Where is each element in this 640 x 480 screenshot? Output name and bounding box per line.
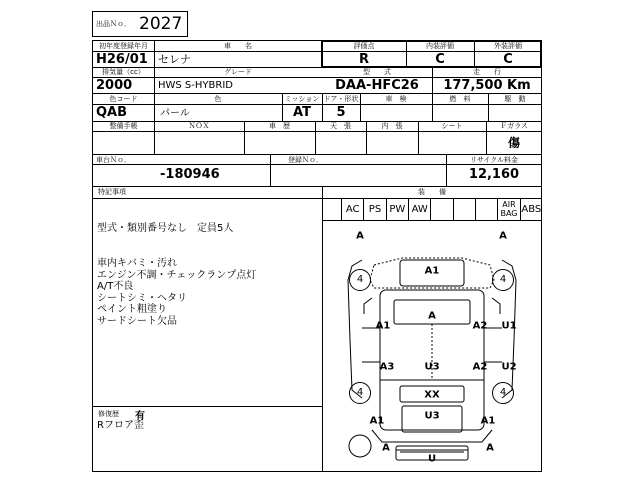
car-damage-diagram bbox=[322, 220, 542, 472]
year-value: H26/01 bbox=[96, 52, 148, 67]
vehicle-check-label: 車 検 bbox=[385, 95, 407, 103]
equipment-cell: AIR BAG bbox=[497, 198, 519, 220]
exterior-value: C bbox=[503, 52, 513, 67]
equipment-cell: ABS bbox=[520, 198, 542, 220]
color-label: 色 bbox=[214, 95, 222, 103]
special-note-2: エンジン不調・チェックランプ点灯 bbox=[97, 269, 257, 281]
repair-value: 有 bbox=[135, 411, 145, 422]
equipment-cell bbox=[475, 198, 497, 220]
displacement-value: 2000 bbox=[96, 78, 133, 93]
lot-number: 2027 bbox=[139, 14, 183, 34]
chassis-value: -180946 bbox=[160, 167, 220, 182]
mark-front-right-a: A bbox=[499, 230, 507, 242]
mark-rear-bottom-left: A bbox=[382, 442, 390, 454]
mark-right-door-rear: A2 bbox=[472, 361, 488, 373]
equipment-title: 装 備 bbox=[418, 188, 446, 196]
glass-value: 傷 bbox=[507, 136, 520, 150]
mark-right-u-front: U1 bbox=[501, 320, 517, 332]
manual-label: 整備手帳 bbox=[109, 122, 138, 130]
lot-label: 出品Ｎｏ． bbox=[96, 20, 131, 28]
model-label: 型 式 bbox=[363, 68, 391, 76]
sunroof-label: 天 張 bbox=[330, 122, 351, 130]
mark-front-left-a: A bbox=[356, 230, 364, 242]
equipment-row bbox=[341, 198, 542, 220]
grade-label: グレード bbox=[224, 68, 252, 76]
mark-bottom-center: U bbox=[427, 453, 437, 465]
mark-rear-bottom-right: A bbox=[486, 442, 494, 454]
transmission-value: AT bbox=[293, 105, 311, 120]
score-value: R bbox=[358, 52, 369, 67]
specials-title: 特記事項 bbox=[98, 188, 126, 196]
fuel-label: 燃 料 bbox=[449, 95, 471, 103]
mark-left-door-rear: A3 bbox=[379, 361, 395, 373]
transmission-label: ミッション bbox=[284, 95, 320, 103]
mark-right-door-front: A2 bbox=[472, 320, 488, 332]
drive-label: 駆 動 bbox=[504, 95, 526, 103]
chassis-label: 車台Ｎｏ． bbox=[96, 156, 131, 164]
equipment-cell: AW bbox=[408, 198, 430, 220]
recycle-value: 12,160 bbox=[468, 167, 520, 182]
mark-rear-right: A1 bbox=[480, 415, 496, 427]
car-name-label: 車 名 bbox=[224, 42, 252, 50]
color-value: パール bbox=[160, 108, 190, 119]
color-code-value: QAB bbox=[96, 105, 128, 120]
mark-left-door-front: A1 bbox=[375, 320, 391, 332]
mark-right-u-rear: U2 bbox=[501, 361, 517, 373]
special-note-4: シートシミ・ヘタリ bbox=[97, 292, 187, 304]
special-note-5: ペイント粗塗り bbox=[97, 304, 167, 315]
wheel-rear-left: 4 bbox=[349, 382, 371, 404]
mileage-label: 走 行 bbox=[473, 68, 501, 76]
interior-trim-label: 内 張 bbox=[381, 122, 403, 130]
mark-roof: A1 bbox=[424, 265, 440, 277]
recycle-label: リサイクル料金 bbox=[469, 156, 519, 164]
special-note-1: 車内キバミ・汚れ bbox=[97, 258, 177, 269]
score-label: 評価点 bbox=[353, 42, 375, 50]
history-label: 車 歴 bbox=[269, 122, 290, 130]
mileage-value: 177,500 Km bbox=[443, 78, 531, 93]
year-label: 初年度登録年月 bbox=[99, 42, 148, 50]
wheel-front-right: 4 bbox=[492, 269, 514, 291]
nox-label: ＮＯＸ bbox=[188, 122, 210, 130]
car-name-value: セレナ bbox=[158, 53, 191, 66]
glass-label: Ｆガラス bbox=[500, 122, 528, 130]
mark-rear-center: U3 bbox=[424, 410, 440, 422]
model-value: DAA-HFC26 bbox=[335, 78, 419, 93]
doors-value: 5 bbox=[336, 105, 346, 120]
color-code-label: 色コード bbox=[109, 95, 138, 103]
wheel-rear-right: 4 bbox=[492, 382, 514, 404]
reg-label: 登録Ｎｏ． bbox=[288, 156, 323, 164]
doors-label: ドア・形状 bbox=[323, 95, 359, 103]
lot-number-box bbox=[92, 11, 188, 37]
specials-line1: 型式・類別番号なし 定員5人 bbox=[97, 223, 234, 234]
equipment-cell: PS bbox=[363, 198, 385, 220]
mark-hood: A bbox=[428, 310, 436, 322]
equipment-cell bbox=[430, 198, 452, 220]
sheet-label: シート bbox=[441, 122, 463, 130]
special-note-6: サードシート欠品 bbox=[97, 315, 177, 327]
equipment-cell: AC bbox=[341, 198, 363, 220]
special-note-3: A/T不良 bbox=[97, 281, 134, 292]
mark-rear-left: A1 bbox=[369, 415, 385, 427]
wheel-front-left: 4 bbox=[349, 269, 371, 291]
exterior-label: 外装評価 bbox=[494, 42, 522, 50]
grade-value: HWS S-HYBRID bbox=[158, 80, 233, 91]
equipment-cell: PW bbox=[386, 198, 408, 220]
equipment-cell bbox=[453, 198, 475, 220]
displacement-label: 排気量（cc） bbox=[102, 68, 145, 76]
interior-value: C bbox=[435, 52, 445, 67]
interior-label: 内装評価 bbox=[426, 42, 454, 50]
repair-label: 修復歴 bbox=[98, 410, 119, 418]
mark-center: U3 bbox=[424, 361, 440, 373]
repair-note: Rフロア歪 bbox=[97, 420, 144, 431]
mark-xx: XX bbox=[424, 389, 440, 401]
